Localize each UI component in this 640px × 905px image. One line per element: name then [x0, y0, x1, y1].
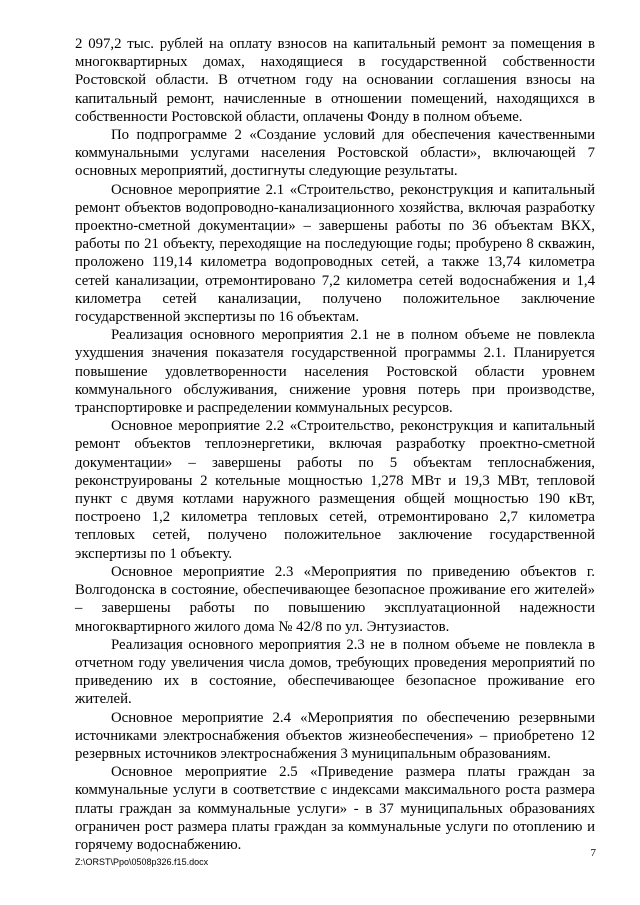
paragraph-measure-2-5: Основное мероприятие 2.5 «Приведение размера платы граждан за коммунальные услуги в соответствие с индексами максимального роста размера платы граждан за коммунальные услуги» - в 37 муниципальных образованиях ограничен рост размера платы граждан за коммунальные услуги по отоплению и горячему водоснабжению.	[75, 764, 595, 853]
paragraph-measure-2-1-implementation: Реализация основного мероприятия 2.1 не в полном объеме не повлекла ухудшения значения показателя государственной программы 2.1. Планируется повышение удовлетворенности населения Ростовской области уровнем коммунального обслуживания, снижение уровня потерь при производстве, транспортировке и распределении коммунальных ресурсов.	[75, 327, 595, 417]
paragraph-measure-2-3: Основное мероприятие 2.3 «Мероприятия по приведению объектов г. Волгодонска в состояние, обеспечивающее безопасное проживание его жителей» – завершены работы по повышению эксплуатационной надежности многоквартирного жилого дома № 42/8 по ул. Энтузиастов.	[75, 563, 595, 635]
footer-file-path: Z:\ORST\Ppo\0508p326.f15.docx	[75, 857, 209, 867]
paragraph-measure-2-4: Основное мероприятие 2.4 «Мероприятия по обеспечению резервными источниками электроснабжения объектов жизнеобеспечения» – приобретено 12 резервных источников электроснабжения 3 муниципальным образованиям.	[75, 709, 595, 762]
paragraph-continuation: 2 097,2 тыс. рублей на оплату взносов на капитальный ремонт за помещения в многоквартирных домах, находящиеся в государственной собственности Ростовской области. В отчетном году на основании соглашения взносы на капитальный ремонт, начисленные в отношении помещений, находящихся в собственности Ростовской области, оплачены Фонду в полном объеме.	[75, 36, 595, 125]
document-body	[75, 35, 595, 854]
paragraph-subprogram-2: По подпрограмме 2 «Создание условий для обеспечения качественными коммунальными услугами населения Ростовской области», включающей 7 основных мероприятий, достигнуты следующие результаты.	[75, 127, 595, 180]
paragraph-measure-2-3-implementation: Реализация основного мероприятия 2.3 не в полном объеме не повлекла в отчетном году увеличения числа домов, требующих проведения мероприятий по приведению их в состояние, обеспечивающее безопасное проживание его жителей.	[75, 636, 595, 708]
page-number: 7	[590, 847, 596, 859]
paragraph-measure-2-1: Основное мероприятие 2.1 «Строительство, реконструкция и капитальный ремонт объектов водопроводно-канализационного хозяйства, включая разработку проектно-сметной документации» – завершены работы по 36 объектам ВКХ, работы по 21 объекту, переходящие на последующие годы; пробурено 8 скважин, проложено 119,14 километра водопроводных сетей, а также 13,74 километра сетей канализации, отремонтировано 7,2 километра сетей водоснабжения и 1,4 километра сетей канализации, получено положительное заключение государственной экспертизы по 16 объектам.	[75, 181, 595, 326]
paragraph-measure-2-2: Основное мероприятие 2.2 «Строительство, реконструкция и капитальный ремонт объектов теплоэнергетики, включая разработку проектно-сметной документации» – завершены работы по 5 объектам теплоснабжения, реконструированы 2 котельные мощностью 1,278 МВт и 19,3 МВт, тепловой пункт с двумя котлами наружного размещения общей мощностью 190 кВт, построено 1,2 километра тепловых сетей, отремонтировано 2,7 километра тепловых сетей, получено положительное заключение государственной экспертизы по 1 объекту.	[75, 418, 595, 562]
